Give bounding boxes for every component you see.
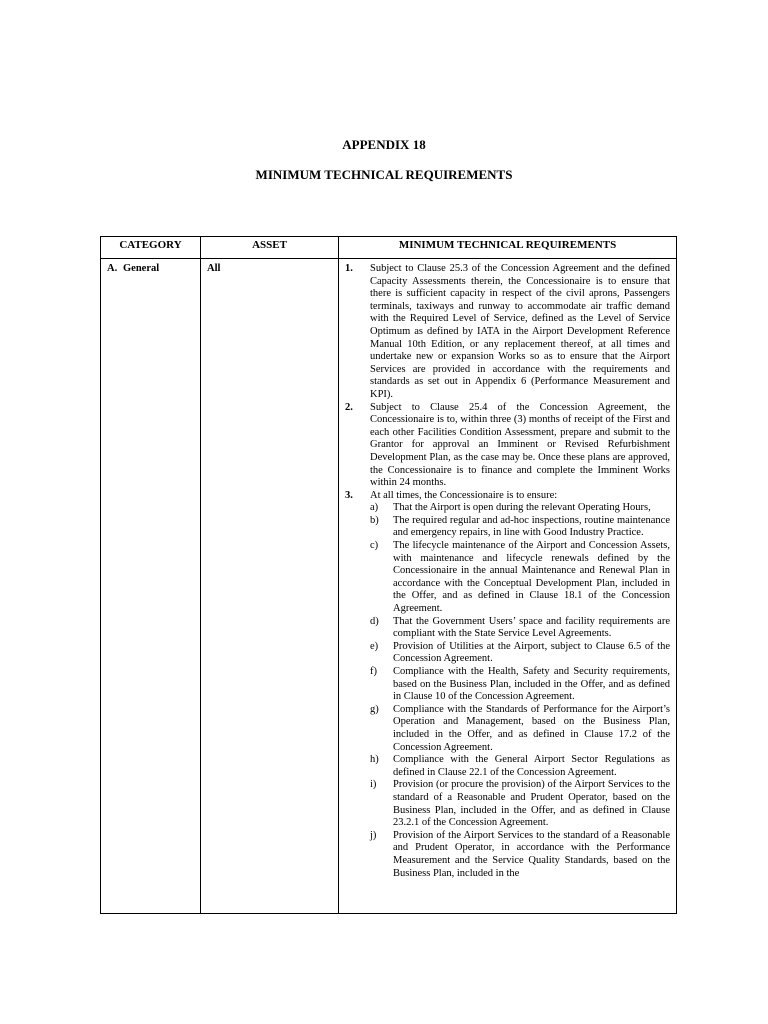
subitem-label: g) — [370, 703, 379, 715]
header-category: CATEGORY — [101, 237, 201, 259]
subitem-f — [370, 666, 670, 704]
subitem-text: Provision of the Airport Services to the standard of a Reasonable and Prudent Operator, in accordance with the Performance Measurement and the Service Quality Standards, based on the Business Plan, included in the — [393, 829, 670, 879]
subitem-text: Provision of Utilities at the Airport, subject to Clause 6.5 of the Concession Agreement. — [393, 640, 670, 665]
subitem-h — [370, 754, 670, 779]
subitem-b — [370, 515, 670, 540]
table-row — [101, 259, 677, 914]
subitem-text: Compliance with the Standards of Performance for the Airport’s Operation and Management, based on the Business Plan, included in the Offer, and as defined in Clause 17.2 of the Concession Agreement. — [393, 703, 670, 753]
subitem-text: That the Government Users’ space and facility requirements are compliant with the State Service Level Agreements. — [393, 615, 670, 640]
requirement-item-1 — [345, 263, 670, 402]
requirement-item-3 — [345, 490, 670, 880]
subitem-d — [370, 616, 670, 641]
table-header-row — [101, 237, 677, 259]
subitem-text: The required regular and ad-hoc inspections, routine maintenance and emergency repairs, in line with Good Industry Practice. — [393, 514, 670, 539]
requirement-number: 2. — [345, 401, 353, 413]
subitem-text: The lifecycle maintenance of the Airport and Concession Assets, with maintenance and lifecycle renewals defined by the Concessionaire in the annual Maintenance and Renewal Plan in accordance with the Conceptual Development Plan, included in the Offer, and as defined in Clause 18.1 of the Concession Agreement. — [393, 540, 670, 615]
asset-cell: All — [201, 259, 339, 914]
requirement-text: At all times, the Concessionaire is to ensure: — [370, 489, 558, 501]
appendix-title: APPENDIX 18 — [342, 137, 426, 152]
subitem-label: a) — [370, 502, 379, 514]
subitem-label: b) — [370, 514, 379, 526]
header-requirements: MINIMUM TECHNICAL REQUIREMENTS — [339, 237, 677, 259]
requirements-table — [100, 236, 677, 914]
subitem-text: Compliance with the Health, Safety and Security requirements, based on the Business Plan, included in the Offer, and as defined in Clause 10 of the Concession Agreement. — [393, 666, 670, 703]
requirement-text: Subject to Clause 25.3 of the Concession Agreement and the defined Capacity Assessments therein, the Concessionaire is to ensure that there is sufficient capacity in respect of the civil aprons, Passengers terminals, taxiways and runway to accommodate air traffic demand with the Required Level of Service, defined as the Level of Service Optimum as defined by IATA in the Airport Development Reference Manual 10th Edition, or any replacement thereof, at all times and undertake new or expansion Works so as to ensure that the Airport Services are provided in accordance with the requirements and standards as set out in Appendix 6 (Performance Measurement and KPI). — [370, 263, 670, 400]
category-letter: A. — [107, 263, 118, 274]
subitem-text: Provision (or procure the provision) of the Airport Services to the standard of a Reasonable and Prudent Operator, based on the Business Plan, included in the Offer, and as defined in Clause 23.2.1 of the Concession Agreement. — [393, 779, 670, 829]
subitem-label: d) — [370, 615, 379, 627]
requirement-text: Subject to Clause 25.4 of the Concession Agreement, the Concessionaire is to, within three (3) months of receipt of the First and each other Facilities Condition Assessment, prepare and submit to the Grantor for approval an Imminent or Revised Refurbishment Development Plan, as the case may be. Once these plans are approved, the Concessionaire is to finance and complete the Imminent Works within 24 months. — [370, 401, 670, 489]
subitem-label: f) — [370, 666, 377, 677]
category-cell — [101, 259, 201, 914]
subitem-label: i) — [370, 779, 377, 791]
subitem-text: That the Airport is open during the relevant Operating Hours, — [393, 502, 651, 514]
header-asset: ASSET — [201, 237, 339, 259]
subitem-label: h) — [370, 754, 379, 766]
subitem-label: j) — [370, 829, 377, 841]
subitem-j — [370, 830, 670, 880]
page-title: MINIMUM TECHNICAL REQUIREMENTS — [255, 167, 513, 182]
requirement-number: 3. — [345, 489, 353, 501]
requirement-item-2 — [345, 402, 670, 490]
category-name: General — [123, 263, 160, 274]
subitem-i — [370, 779, 670, 829]
subitem-label: e) — [370, 640, 379, 652]
subitem-e — [370, 641, 670, 666]
subitem-g — [370, 704, 670, 754]
requirement-body — [370, 490, 670, 880]
subitem-c — [370, 540, 670, 616]
subitem-text: Compliance with the General Airport Sector Regulations as defined in Clause 22.1 of the Concession Agreement. — [393, 754, 670, 778]
subitem-a — [370, 502, 670, 515]
subitem-label: c) — [370, 540, 379, 552]
requirement-number: 1. — [345, 263, 353, 274]
requirements-cell — [339, 259, 677, 914]
